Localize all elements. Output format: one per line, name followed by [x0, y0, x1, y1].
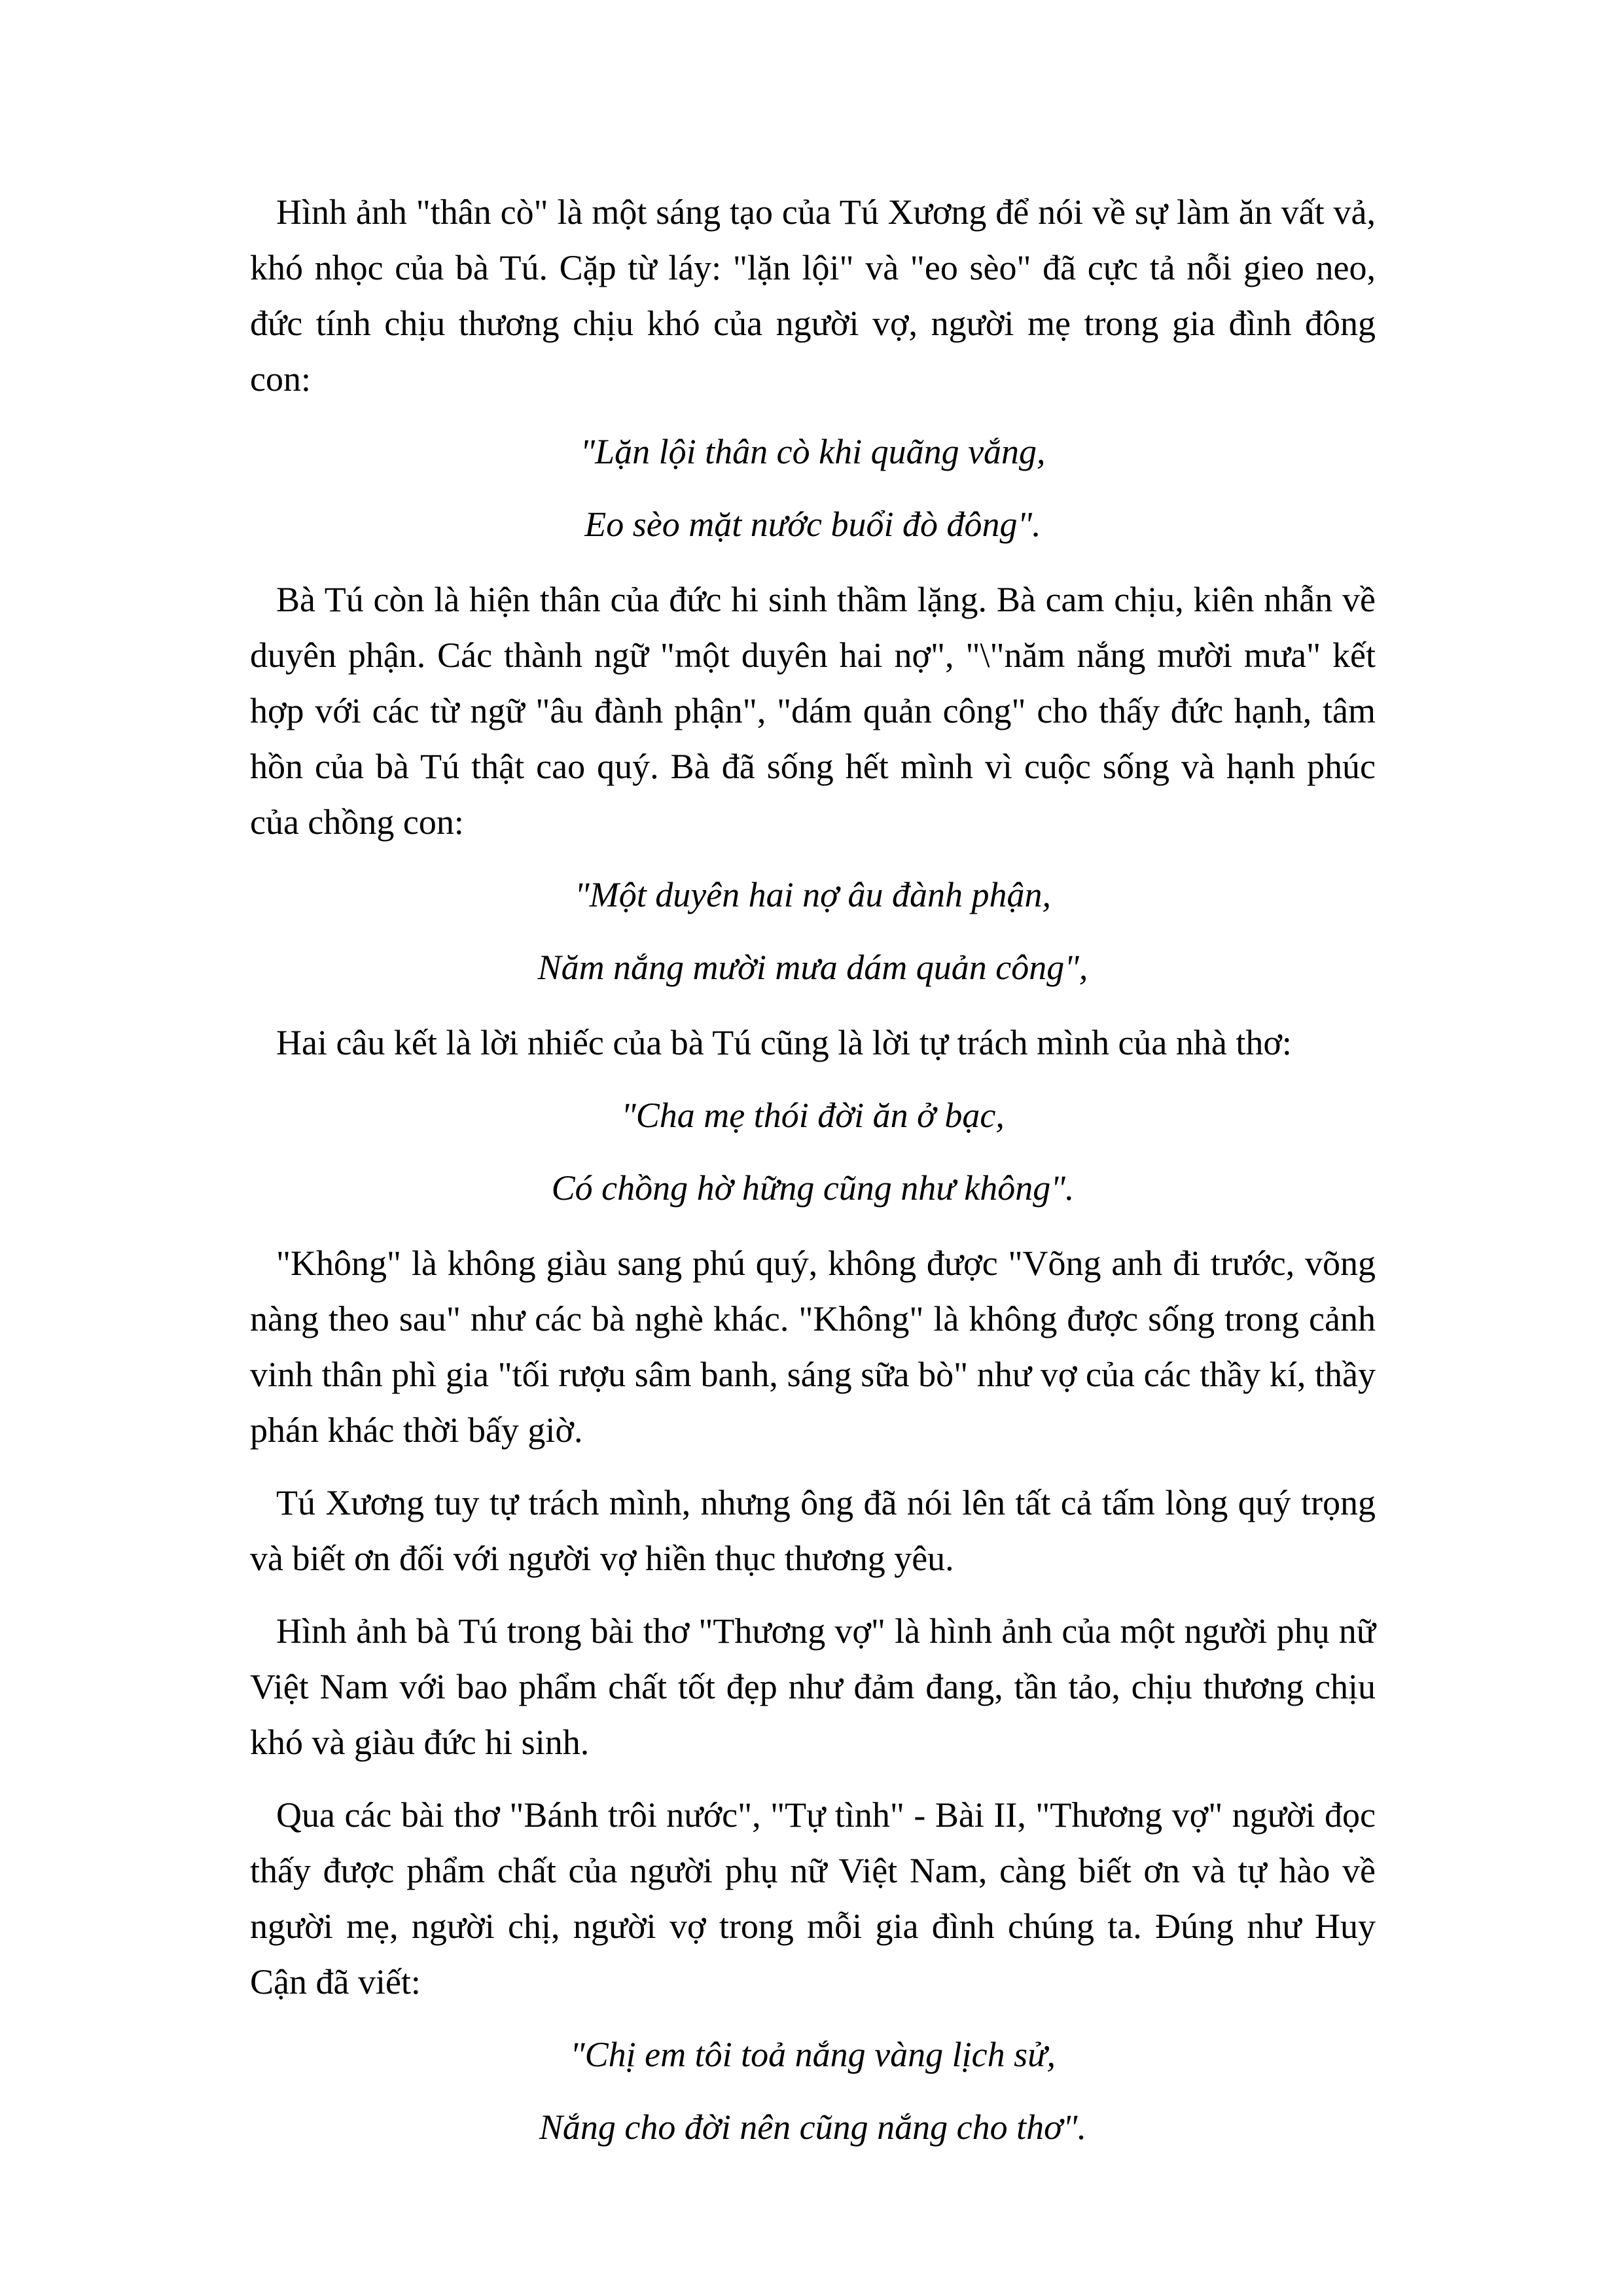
paragraph: Hình ảnh bà Tú trong bài thơ "Thương vợ" là hình ảnh của một người phụ nữ Việt Nam với bao phẩm chất tốt đẹp như đảm đang, tần tảo, chịu thương chịu khó và giàu đức hi sinh.: [250, 1611, 1376, 1762]
paragraph: Qua các bài thơ "Bánh trôi nước", "Tự tình" - Bài II, "Thương vợ" người đọc thấy được phẩm chất của người phụ nữ Việt Nam, càng biết ơn và tự hào về người mẹ, người chị, người vợ trong mỗi gia đình chúng ta. Đúng như Huy Cận đã viết:: [250, 1795, 1376, 2001]
verse-line: "Một duyên hai nợ âu đành phận,: [575, 875, 1051, 914]
verse-block: [250, 2027, 1376, 2155]
verse-line: Eo sèo mặt nước buổi đò đông".: [584, 505, 1041, 544]
verse-line: "Lặn lội thân cò khi quãng vắng,: [580, 432, 1046, 471]
verse-line: "Chị em tôi toả nắng vàng lịch sử,: [569, 2035, 1056, 2074]
verse-line: Năm nắng mười mưa dám quản công",: [537, 948, 1088, 987]
paragraph: Hai câu kết là lời nhiếc của bà Tú cũng là lời tự trách mình của nhà thơ:: [276, 1023, 1292, 1062]
verse-block: [250, 424, 1376, 552]
document-body: [250, 185, 1376, 2175]
verse-block: [250, 867, 1376, 996]
paragraph: Hình ảnh "thân cò" là một sáng tạo của Tú Xương để nói về sự làm ăn vất vả, khó nhọc của bà Tú. Cặp từ láy: "lặn lội" và "eo sèo" đã cực tả nỗi gieo neo, đức tính chịu thương chịu khó của người vợ, người mẹ trong gia đình đông con:: [250, 192, 1376, 399]
verse-line: "Cha mẹ thói đời ăn ở bạc,: [621, 1096, 1005, 1135]
verse-line: Nắng cho đời nên cũng nắng cho thơ".: [539, 2108, 1087, 2147]
paragraph: "Không" là không giàu sang phú quý, không được "Võng anh đi trước, võng nàng theo sau" như các bà nghè khác. "Không" là không được sống trong cảnh vinh thân phì gia "tối rượu sâm banh, sáng sữa bò" như vợ của các thầy kí, thầy phán khác thời bấy giờ.: [250, 1244, 1376, 1450]
paragraph: Bà Tú còn là hiện thân của đức hi sinh thầm lặng. Bà cam chịu, kiên nhẫn về duyên phận. Các thành ngữ "một duyên hai nợ", "\"năm nắng mười mưa" kết hợp với các từ ngữ "âu đành phận", "dám quản công" cho thấy đức hạnh, tâm hồn của bà Tú thật cao quý. Bà đã sống hết mình vì cuộc sống và hạnh phúc của chồng con:: [250, 580, 1376, 842]
verse-block: [250, 1088, 1376, 1216]
verse-line: Có chồng hờ hững cũng như không".: [551, 1168, 1075, 1208]
paragraph: Tú Xương tuy tự trách mình, nhưng ông đã nói lên tất cả tấm lòng quý trọng và biết ơn đối với người vợ hiền thục thương yêu.: [250, 1483, 1376, 1578]
